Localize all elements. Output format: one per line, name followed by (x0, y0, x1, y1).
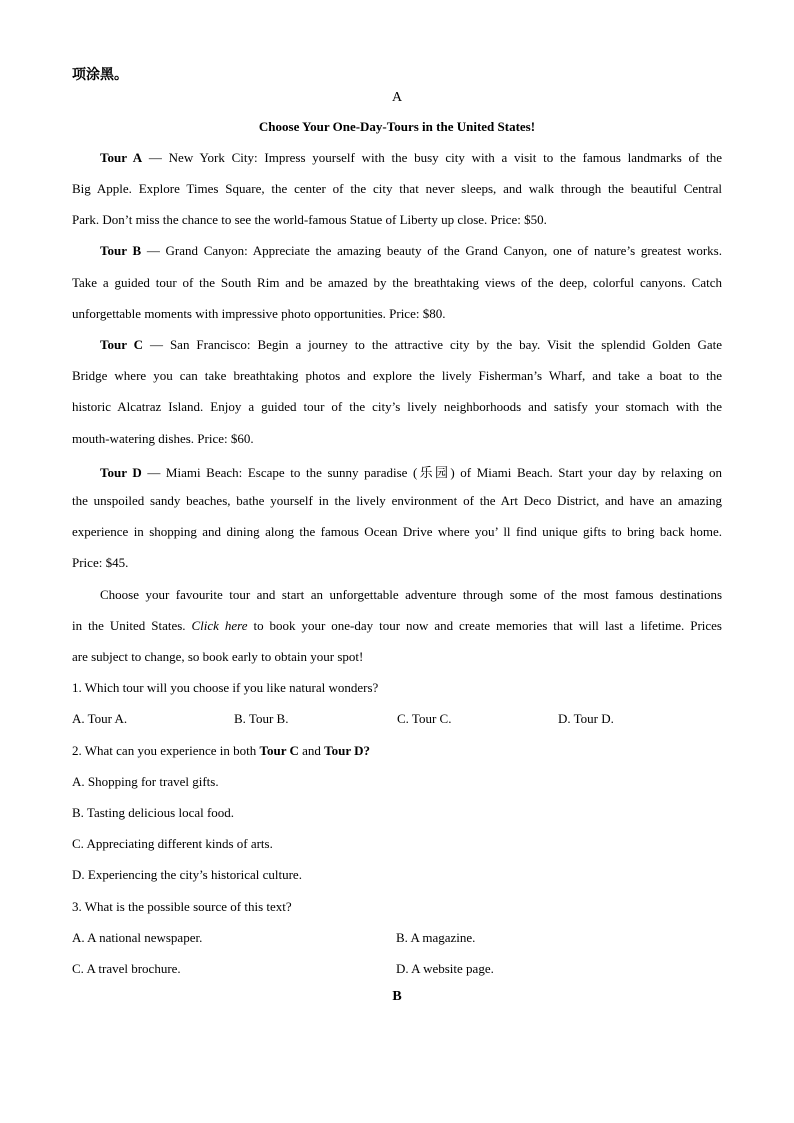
tour-d-line-4: Price: $45. (72, 555, 129, 570)
section-a-letter: A (391, 90, 403, 105)
q3-option-b: B. A magazine. (396, 930, 476, 945)
closing-line-1: Choose your favourite tour and start an unforgettable adventure through some of the most famous destinations (100, 587, 722, 602)
tour-a-line-3: Park. Don’t miss the chance to see the world-famous Statue of Liberty up close. Price: $50. (72, 212, 547, 227)
click-here-link: Click here (191, 618, 248, 633)
tour-b-label: Tour B (100, 243, 142, 258)
q1-option-a: A. Tour A. (72, 711, 128, 726)
tour-d-line-3: experience in shopping and dining along the famous Ocean Drive where you’ ll find unique gifts to bring back home. (72, 524, 722, 539)
q1-option-d: D. Tour D. (558, 711, 614, 726)
q3-option-a: A. A national newspaper. (72, 930, 203, 945)
question-1-stem: 1. Which tour will you choose if you like natural wonders? (72, 680, 379, 695)
q1-option-c: C. Tour C. (397, 711, 452, 726)
tour-c-line-3: historic Alcatraz Island. Enjoy a guided tour of the city’s lively neighborhoods and satisfy your stomach with the (72, 399, 722, 414)
tour-b-line-3: unforgettable moments with impressive photo opportunities. Price: $80. (72, 306, 446, 321)
question-3-stem: 3. What is the possible source of this text? (72, 899, 292, 914)
closing-line-3: are subject to change, so book early to obtain your spot! (72, 649, 364, 664)
header-fragment: 项涂黑。 (72, 67, 128, 83)
q2-option-d: D. Experiencing the city’s historical culture. (72, 867, 302, 882)
passage-title: Choose Your One-Day-Tours in the United States! (258, 119, 536, 134)
tour-b-line-2: Take a guided tour of the South Rim and be amazed by the breathtaking views of the deep, colorful canyons. Catch (72, 275, 722, 290)
section-b-letter: B (392, 989, 402, 1004)
q3-option-d: D. A website page. (396, 961, 494, 976)
q2-option-b: B. Tasting delicious local food. (72, 805, 235, 820)
tour-a-line-1: Tour A — New York City: Impress yourself with the busy city with a visit to the famous landmarks of the (100, 150, 722, 165)
tour-c-line-2: Bridge where you can take breathtaking photos and explore the lively Fisherman’s Wharf, and take a boat to the (72, 368, 722, 383)
q3-option-c: C. A travel brochure. (72, 961, 181, 976)
q2-option-c: C. Appreciating different kinds of arts. (72, 836, 273, 851)
q2-option-a: A. Shopping for travel gifts. (72, 774, 219, 789)
tour-d-line-2: the unspoiled sandy beaches, bathe yourself in the lively environment of the Art Deco District, and have an amazing (72, 493, 722, 508)
tour-b-line-1: Tour B — Grand Canyon: Appreciate the amazing beauty of the Grand Canyon, one of nature’s greatest works. (100, 243, 722, 258)
tour-a-line-2: Big Apple. Explore Times Square, the center of the city that never sleeps, and walk through the beautiful Central (72, 181, 722, 196)
closing-line-2: in the United States. Click here to book your one-day tour now and create memories that will last a lifetime. Prices (72, 618, 722, 633)
tour-c-line-4: mouth-watering dishes. Price: $60. (72, 431, 254, 446)
tour-d-label: Tour D (100, 465, 142, 480)
tour-a-label: Tour A (100, 150, 143, 165)
question-2-stem: 2. What can you experience in both Tour C and Tour D? (72, 743, 371, 758)
tour-c-label: Tour C (100, 337, 144, 352)
q1-option-b: B. Tour B. (234, 711, 289, 726)
tour-c-line-1: Tour C — San Francisco: Begin a journey to the attractive city by the bay. Visit the splendid Golden Gate (100, 337, 722, 352)
tour-d-line-1: Tour D — Miami Beach: Escape to the sunny paradise (乐园) of Miami Beach. Start your day by relaxing on (100, 465, 722, 480)
